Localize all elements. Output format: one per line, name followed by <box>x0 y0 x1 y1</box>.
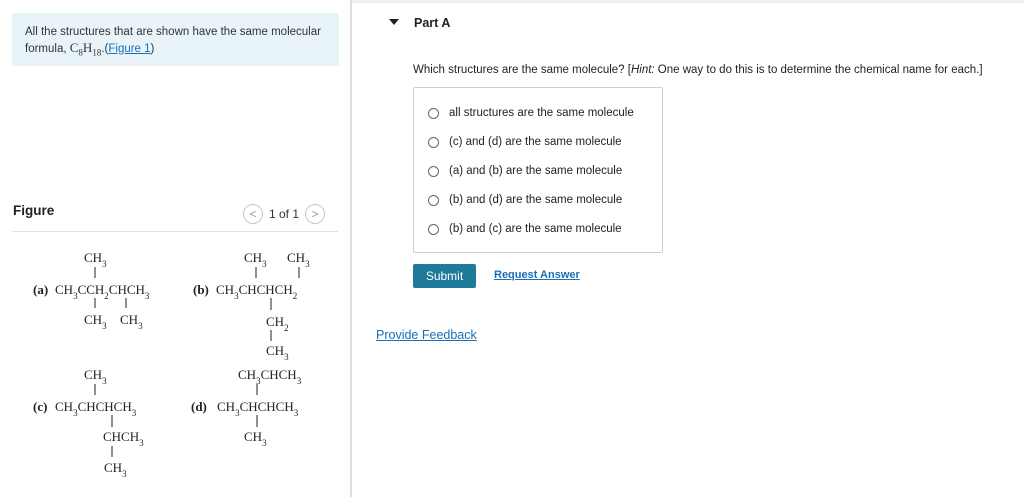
submit-button[interactable]: Submit <box>413 264 476 288</box>
structure-a-top: $CH_3$ <box>84 250 107 269</box>
structure-c-sub1: $CHCH_3$ <box>103 429 144 448</box>
structure-c <box>33 367 144 479</box>
answer-options <box>413 87 663 253</box>
structure-b <box>193 250 310 362</box>
structure-a <box>33 250 150 331</box>
figure-divider <box>12 231 338 232</box>
part-title[interactable]: Part A <box>414 16 451 30</box>
structure-b-top-right: $CH_3$ <box>287 250 310 269</box>
structure-c-sub2: $CH_3$ <box>104 460 127 479</box>
structure-c-top: $CH_3$ <box>84 367 107 386</box>
structure-b-sub2: $CH_3$ <box>266 343 289 362</box>
prev-figure-icon[interactable]: < <box>243 204 263 224</box>
molecular-formula: $C_8H_{18}$ <box>69 40 102 58</box>
option-2[interactable] <box>428 133 622 151</box>
figure-pager <box>243 203 325 225</box>
option-4[interactable] <box>428 191 622 209</box>
option-3[interactable] <box>428 162 622 180</box>
structure-a-label: (a) <box>33 282 49 297</box>
left-panel <box>0 0 350 497</box>
question-text: Which structures are the same molecule? [Hint: One way to do this is to determine the chemical name for each.] <box>413 64 983 76</box>
figure-link[interactable]: Figure 1 <box>108 43 151 55</box>
figure-heading: Figure <box>13 203 55 218</box>
top-strip <box>352 0 1024 3</box>
structure-d-main: $CH_3CHCHCH_3$ <box>217 399 299 418</box>
structure-d <box>191 367 302 448</box>
option-label: (a) and (b) are the same molecule <box>449 165 623 177</box>
structure-a-bottom-right: $CH_3$ <box>120 312 143 331</box>
structure-d-label: (d) <box>191 399 207 414</box>
structure-a-bottom-left: $CH_3$ <box>84 312 107 331</box>
structure-c-main: $CH_3CHCHCH_3$ <box>55 399 137 418</box>
option-label: (b) and (d) are the same molecule <box>449 194 623 206</box>
radio-icon[interactable] <box>428 224 439 235</box>
radio-icon[interactable] <box>428 166 439 177</box>
pager-count: 1 of 1 <box>269 207 300 221</box>
structure-d-bottom: $CH_3$ <box>244 429 267 448</box>
collapse-caret-icon[interactable] <box>389 19 399 25</box>
request-answer-link[interactable]: Request Answer <box>494 269 580 281</box>
option-5[interactable] <box>428 220 622 238</box>
radio-icon[interactable] <box>428 195 439 206</box>
structures-figure <box>0 240 350 490</box>
structure-c-label: (c) <box>33 399 48 414</box>
structure-b-main: $CH_3CHCHCH_2$ <box>216 282 298 301</box>
option-label: (b) and (c) are the same molecule <box>449 223 622 235</box>
structure-b-sub1: $CH_2$ <box>266 314 289 333</box>
provide-feedback-link[interactable]: Provide Feedback <box>376 328 477 342</box>
radio-icon[interactable] <box>428 108 439 119</box>
option-label: all structures are the same molecule <box>449 107 634 119</box>
radio-icon[interactable] <box>428 137 439 148</box>
problem-intro: All the structures that are shown have the same molecular formula, $C_8H_{18}.(Figure$ 1) <box>12 13 339 66</box>
structure-b-label: (b) <box>193 282 209 297</box>
structure-d-top: $CH_3CHCH_3$ <box>238 367 302 386</box>
structure-a-main: $CH_3CCH_2CHCH_3$ <box>55 282 150 301</box>
next-figure-icon[interactable]: > <box>305 204 325 224</box>
option-label: (c) and (d) are the same molecule <box>449 136 622 148</box>
option-1[interactable] <box>428 104 634 122</box>
intro-text: All the structures that are shown have the same molecular formula, <box>25 26 321 55</box>
structure-b-top-left: $CH_3$ <box>244 250 267 269</box>
